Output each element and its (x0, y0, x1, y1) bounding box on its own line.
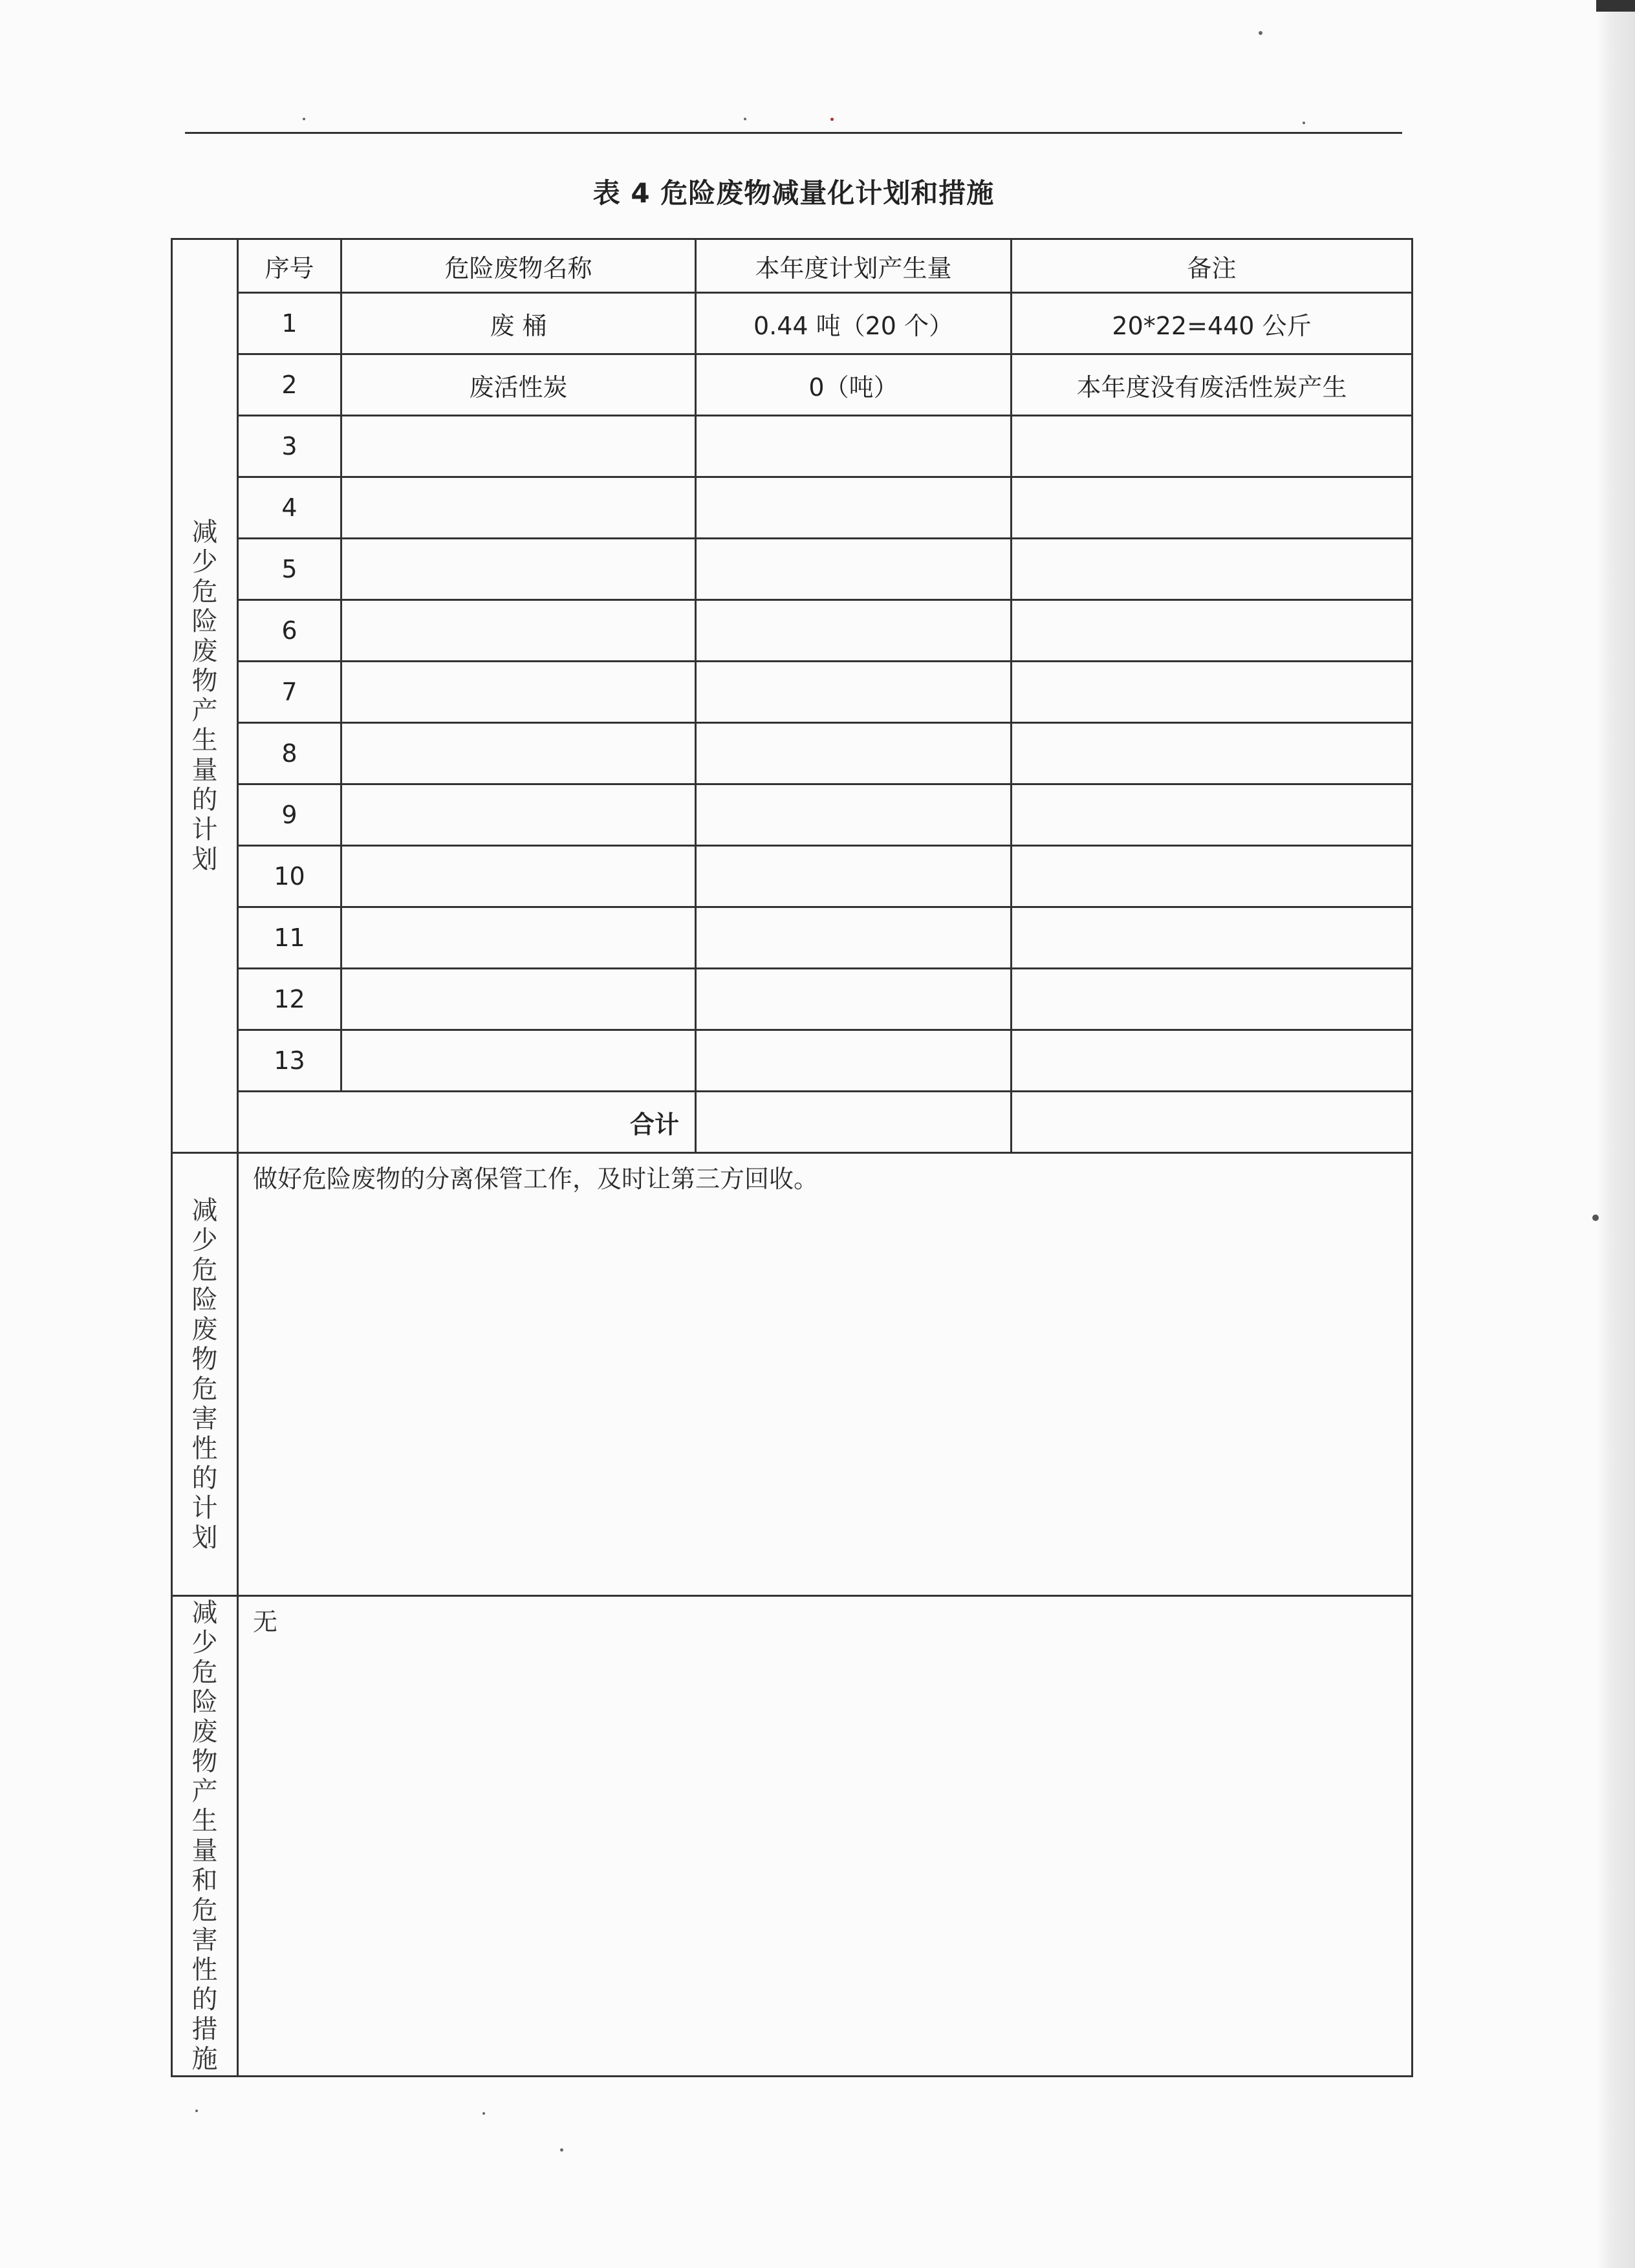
scan-speck (560, 2148, 563, 2152)
cell-amount (696, 784, 1012, 846)
header-rule (185, 132, 1402, 134)
cell-seq: 4 (238, 477, 341, 539)
cell-remark (1012, 784, 1413, 846)
cell-remark: 本年度没有废活性炭产生 (1012, 354, 1413, 416)
cell-seq: 1 (238, 293, 341, 354)
cell-amount (696, 969, 1012, 1030)
scan-speck (482, 2112, 485, 2115)
header-seq: 序号 (238, 239, 341, 293)
side-label-measures: 减少危险废物产生量和危害性的措施 (172, 1596, 238, 2077)
total-amount (696, 1092, 1012, 1153)
cell-amount (696, 600, 1012, 662)
cell-name (341, 662, 696, 723)
table-row (172, 662, 1413, 723)
total-row (172, 1092, 1413, 1153)
total-remark (1012, 1092, 1413, 1153)
cell-name (341, 784, 696, 846)
cell-seq: 6 (238, 600, 341, 662)
cell-name (341, 907, 696, 969)
cell-remark (1012, 846, 1413, 907)
hazard-plan-text: 做好危险废物的分离保管工作，及时让第三方回收。 (238, 1153, 1413, 1596)
scan-speck (1259, 31, 1262, 35)
cell-name (341, 539, 696, 600)
cell-remark (1012, 1030, 1413, 1092)
cell-remark (1012, 416, 1413, 477)
cell-seq: 8 (238, 723, 341, 784)
cell-remark (1012, 600, 1413, 662)
cell-amount: 0.44 吨（20 个） (696, 293, 1012, 354)
table-row (172, 600, 1413, 662)
cell-amount (696, 846, 1012, 907)
hazard-plan-row (172, 1153, 1413, 1596)
table-row (172, 969, 1413, 1030)
table-row (172, 416, 1413, 477)
cell-amount (696, 907, 1012, 969)
table-row (172, 354, 1413, 416)
scan-speck (195, 2110, 198, 2112)
document-title: 表 4 危险废物减量化计划和措施 (592, 177, 995, 209)
scan-speck (303, 118, 305, 120)
cell-remark (1012, 477, 1413, 539)
cell-name: 废 桶 (341, 293, 696, 354)
cell-amount (696, 477, 1012, 539)
measures-row (172, 1596, 1413, 2077)
table-row (172, 907, 1413, 969)
header-name: 危险废物名称 (341, 239, 696, 293)
cell-name (341, 600, 696, 662)
measures-text: 无 (238, 1596, 1413, 2077)
scan-speck (744, 118, 746, 120)
cell-remark (1012, 907, 1413, 969)
cell-amount (696, 1030, 1012, 1092)
cell-amount (696, 539, 1012, 600)
scan-speck (1303, 122, 1305, 124)
scan-corner-mark (1596, 0, 1635, 12)
cell-name (341, 1030, 696, 1092)
cell-remark (1012, 969, 1413, 1030)
page-edge-shadow (1596, 0, 1635, 2268)
table-row (172, 1030, 1413, 1092)
cell-seq: 13 (238, 1030, 341, 1092)
side-label-reduction-plan: 减少危险废物产生量的计划 (172, 239, 238, 1153)
cell-name: 废活性炭 (341, 354, 696, 416)
table-row (172, 846, 1413, 907)
cell-amount (696, 662, 1012, 723)
waste-reduction-table (171, 238, 1413, 2077)
cell-seq: 9 (238, 784, 341, 846)
header-remark: 备注 (1012, 239, 1413, 293)
cell-seq: 11 (238, 907, 341, 969)
cell-seq: 3 (238, 416, 341, 477)
cell-remark: 20*22=440 公斤 (1012, 293, 1413, 354)
scan-speck (830, 118, 834, 121)
header-amount: 本年度计划产生量 (696, 239, 1012, 293)
table-row (172, 539, 1413, 600)
cell-amount (696, 723, 1012, 784)
cell-remark (1012, 539, 1413, 600)
cell-name (341, 723, 696, 784)
cell-amount: 0（吨） (696, 354, 1012, 416)
table-row (172, 784, 1413, 846)
cell-name (341, 969, 696, 1030)
cell-name (341, 477, 696, 539)
cell-remark (1012, 723, 1413, 784)
table-row (172, 293, 1413, 354)
cell-seq: 10 (238, 846, 341, 907)
cell-name (341, 416, 696, 477)
scan-speck (1592, 1215, 1599, 1221)
side-label-hazard-plan: 减少危险废物危害性的计划 (172, 1153, 238, 1596)
cell-name (341, 846, 696, 907)
table-row (172, 477, 1413, 539)
cell-seq: 5 (238, 539, 341, 600)
cell-seq: 2 (238, 354, 341, 416)
cell-seq: 12 (238, 969, 341, 1030)
cell-amount (696, 416, 1012, 477)
table-row (172, 723, 1413, 784)
cell-seq: 7 (238, 662, 341, 723)
header-row (172, 239, 1413, 293)
total-label: 合计 (238, 1092, 696, 1153)
cell-remark (1012, 662, 1413, 723)
